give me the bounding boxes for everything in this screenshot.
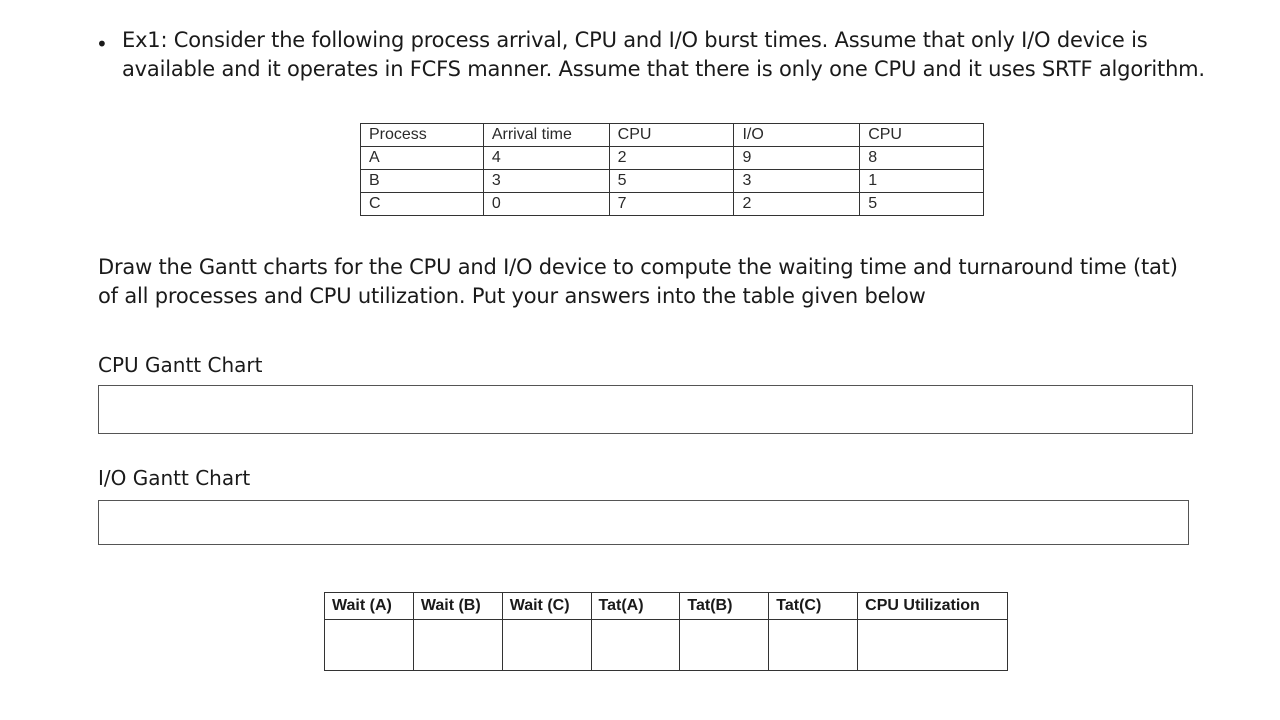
cell-process: C: [361, 193, 484, 216]
header-arrival-time: Arrival time: [483, 124, 609, 147]
bullet-icon: •: [96, 32, 108, 56]
cell-io: 2: [734, 193, 860, 216]
exercise-block: [96, 26, 1206, 84]
header-io: I/O: [734, 124, 860, 147]
header-tat-b: Tat(B): [680, 593, 769, 620]
header-wait-c: Wait (C): [502, 593, 591, 620]
answer-cell-wait-b[interactable]: [413, 620, 502, 671]
answer-cell-tat-b[interactable]: [680, 620, 769, 671]
cell-cpu-1: 5: [609, 170, 734, 193]
answer-table: [324, 592, 1008, 671]
cell-io: 9: [734, 147, 860, 170]
io-gantt-label: I/O Gantt Chart: [98, 466, 251, 490]
cpu-gantt-box[interactable]: [98, 385, 1193, 434]
header-process: Process: [361, 124, 484, 147]
header-cpu-utilization: CPU Utilization: [858, 593, 1008, 620]
cell-cpu-2: 5: [860, 193, 984, 216]
header-wait-a: Wait (A): [325, 593, 414, 620]
cpu-gantt-label: CPU Gantt Chart: [98, 353, 263, 377]
cell-arrival: 3: [483, 170, 609, 193]
cell-cpu-2: 8: [860, 147, 984, 170]
cell-arrival: 4: [483, 147, 609, 170]
table-row: [361, 193, 984, 216]
table-row: [361, 147, 984, 170]
answer-cell-tat-a[interactable]: [591, 620, 680, 671]
process-table: [360, 123, 984, 216]
header-tat-c: Tat(C): [769, 593, 858, 620]
cell-cpu-1: 7: [609, 193, 734, 216]
cell-process: B: [361, 170, 484, 193]
process-table-header-row: [361, 124, 984, 147]
answer-table-input-row: [325, 620, 1008, 671]
instruction-text: Draw the Gantt charts for the CPU and I/O device to compute the waiting time and turnaround time (tat) of all processes and CPU utilization. Put your answers into the table given below: [98, 255, 1178, 308]
exercise-text: Ex1: Consider the following process arrival, CPU and I/O burst times. Assume that only I/O device is available and it operates in FCFS manner. Assume that there is only one CPU and it uses SRTF algorithm.: [122, 28, 1205, 81]
table-row: [361, 170, 984, 193]
header-cpu-1: CPU: [609, 124, 734, 147]
cell-io: 3: [734, 170, 860, 193]
answer-cell-tat-c[interactable]: [769, 620, 858, 671]
cell-process: A: [361, 147, 484, 170]
answer-cell-cpu-utilization[interactable]: [858, 620, 1008, 671]
answer-table-header-row: [325, 593, 1008, 620]
cell-arrival: 0: [483, 193, 609, 216]
io-gantt-box[interactable]: [98, 500, 1189, 545]
header-tat-a: Tat(A): [591, 593, 680, 620]
cell-cpu-1: 2: [609, 147, 734, 170]
header-wait-b: Wait (B): [413, 593, 502, 620]
header-cpu-2: CPU: [860, 124, 984, 147]
answer-cell-wait-c[interactable]: [502, 620, 591, 671]
answer-cell-wait-a[interactable]: [325, 620, 414, 671]
cell-cpu-2: 1: [860, 170, 984, 193]
